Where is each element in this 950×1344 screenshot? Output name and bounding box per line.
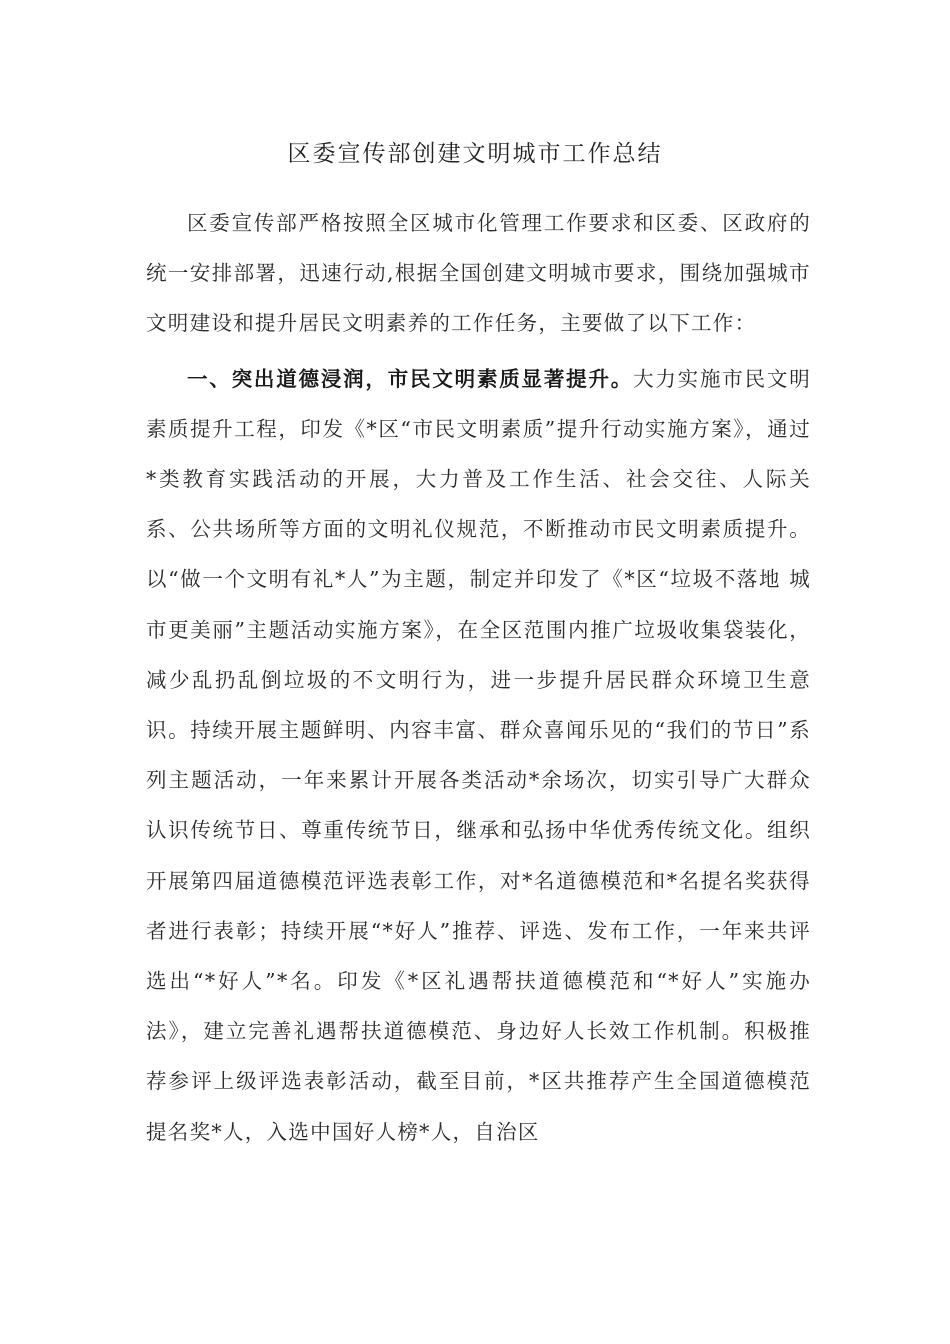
- section-1-heading: 一、突出道德浸润，市民文明素质显著提升。: [187, 366, 634, 391]
- section-1-paragraph: [146, 354, 811, 1157]
- document-title: 区委宣传部创建文明城市工作总结: [287, 141, 663, 167]
- section-1-text: 大力实施市民文明素质提升工程，印发《*区“市民文明素质”提升行动实施方案》，通过*类教育实践活动的开展，大力普及工作生活、社会交往、人际关系、公共场所等方面的文明礼仪规范，不断推动市民文明素质提升。以“做一个文明有礼*人”为主题，制定并印发了《*区“垃圾不落地 城市更美丽”主题活动实施方案》，在全区范围内推广垃圾收集袋装化，减少乱扔乱倒垃圾的不文明行为，进一步提升居民群众环境卫生意识。持续开展主题鲜明、内容丰富、群众喜闻乐见的“我们的节日”系列主题活动，一年来累计开展各类活动*余场次，切实引导广大群众认识传统节日、尊重传统节日，继承和弘扬中华优秀传统文化。组织开展第四届道德模范评选表彰工作，对*名道德模范和*名提名奖获得者进行表彰；持续开展“*好人”推荐、评选、发布工作，一年来共评选出“*好人”*名。印发《*区礼遇帮扶道德模范和“*好人”实施办法》，建立完善礼遇帮扶道德模范、身边好人长效工作机制。积极推荐参评上级评选表彰活动，截至目前，*区共推荐产生全国道德模范提名奖*人，入选中国好人榜*人，自治区: [146, 366, 812, 1144]
- document-body: [146, 198, 811, 1157]
- intro-paragraph: 区委宣传部严格按照全区城市化管理工作要求和区委、区政府的统一安排部署，迅速行动,根据全国创建文明城市要求，围绕加强城市文明建设和提升居民文明素养的工作任务，主要做了以下工作：: [146, 211, 811, 336]
